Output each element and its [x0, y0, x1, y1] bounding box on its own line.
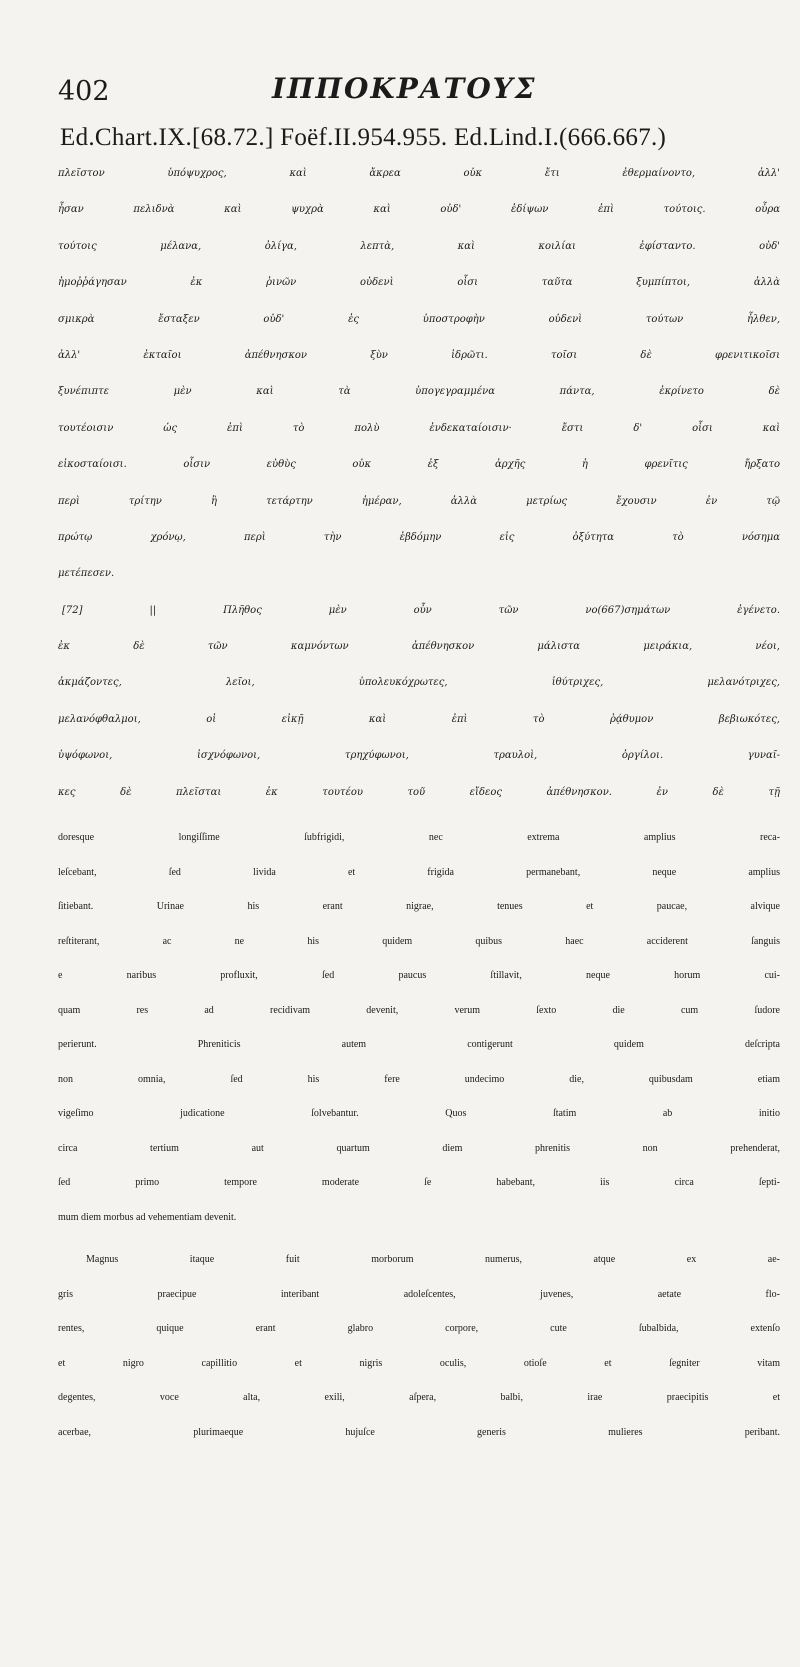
latin-line: gris praecipue interibant adoleſcentes, juvenes, aetate flo- — [58, 1288, 780, 1300]
latin-line: Magnus itaque fuit morborum numerus, atque ex ae- — [86, 1254, 780, 1266]
greek-line: σμικρὰ ἔσταξεν οὐδ' ἐς ὑποστροφὴν οὐδενὶ τούτων ἦλθεν, — [58, 313, 780, 325]
page-number: 402 — [58, 76, 110, 107]
latin-line: ſitiebant. Urinae his erant nigrae, tenues et paucae, alvique — [58, 901, 780, 913]
greek-line: περὶ τρίτην ἢ τετάρτην ἡμέραν, ἀλλὰ μετρίως ἔχουσιν ἐν τῷ — [58, 495, 780, 507]
latin-line: e naribus profluxit, ſed paucus ſtillavit, neque horum cui- — [58, 970, 780, 982]
greek-line: τούτοις μέλανα, ὀλίγα, λεπτὰ, καὶ κοιλίαι ἐφίσταντο. οὐδ' — [58, 240, 780, 252]
latin-line: et nigro capillitio et nigris oculis, otioſe et ſegniter vitam — [58, 1357, 780, 1369]
latin-line: degentes, voce alta, exili, aſpera, balbi, irae praecipitis et — [58, 1392, 780, 1404]
greek-line: εἰκοσταίοισι. οἷσιν εὐθὺς οὐκ ἐξ ἀρχῆς ἡ φρενῖτις ἤρξατο — [58, 459, 780, 471]
latin-line: vigeſimo judicatione ſolvebantur. Quos ſtatim ab initio — [58, 1108, 780, 1120]
greek-line: ἀκμάζοντες, λεῖοι, ὑπολευκόχρωτες, ἰθύτριχες, μελανότριχες, — [58, 677, 780, 689]
running-head: ΙΠΠΟΚΡΑΤΟΥΣ — [272, 72, 537, 105]
greek-text — [58, 156, 780, 811]
paragraph-gap — [58, 1235, 780, 1243]
greek-line: ἦσαν πελιδνὰ καὶ ψυχρὰ καὶ οὐδ' ἐδίψων ἐπὶ τούτοις. οὖρα — [58, 204, 780, 216]
latin-line: ſed primo tempore moderate ſe habebant, iis circa ſepti- — [58, 1177, 780, 1189]
greek-line: [72] || Πλῆθος μὲν οὖν τῶν νο(667)σημάτων ἐγένετο. — [62, 604, 780, 616]
greek-line: κες δὲ πλεῖσται ἐκ τουτέου τοῦ εἴδεος ἀπέθνησκον. ἐν δὲ τῇ — [58, 786, 780, 798]
greek-line: ἐκ δὲ τῶν καμνόντων ἀπέθνησκον μάλιστα μειράκια, νέοι, — [58, 641, 780, 653]
latin-line: rentes, quique erant glabro corpore, cute ſubalbida, extenſo — [58, 1323, 780, 1335]
latin-line: reſtiterant, ac ne his quidem quibus haec acciderent ſanguis — [58, 935, 780, 947]
latin-line: acerbae, plurimaeque hujuſce generis mulieres peribant. — [58, 1426, 780, 1438]
latin-line: mum diem morbus ad vehementiam devenit. — [58, 1211, 237, 1223]
latin-line: non omnia, ſed his fere undecimo die, quibusdam etiam — [58, 1073, 780, 1085]
book-page — [58, 70, 780, 1660]
greek-line: ἀλλ' ἑκταῖοι ἀπέθνησκον ξὺν ἱδρῶτι. τοῖσι δὲ φρενιτικοῖσι — [58, 349, 780, 361]
greek-line: μετέπεσεν. — [58, 568, 115, 580]
latin-line: quam res ad recidivam devenit, verum ſexto die cum ſudore — [58, 1004, 780, 1016]
edition-reference: Ed.Chart.IX.[68.72.] Foëf.II.954.955. Ed.Lind.I.(666.667.) — [60, 124, 667, 151]
latin-line: circa tertium aut quartum diem phrenitis non prehenderat, — [58, 1142, 780, 1154]
greek-line: ἡμοῤῥάγησαν ἐκ ῥινῶν οὐδενὶ οἷσι ταῦτα ξυμπίπτοι, ἀλλὰ — [58, 277, 780, 289]
greek-line: ξυνέπιπτε μὲν καὶ τὰ ὑπογεγραμμένα πάντα, ἐκρίνετο δὲ — [58, 386, 780, 398]
latin-line: leſcebant, ſed livida et frigida permanebant, neque amplius — [58, 866, 780, 878]
latin-line: perierunt. Phreniticis autem contigerunt quidem deſcripta — [58, 1039, 780, 1051]
greek-line: ὑψόφωνοι, ἰσχνόφωνοι, τρηχύφωνοι, τραυλοὶ, ὀργίλοι. γυναῖ- — [58, 750, 780, 762]
latin-text — [58, 821, 780, 1450]
greek-line: μελανόφθαλμοι, οἱ εἰκῇ καὶ ἐπὶ τὸ ῥᾴθυμον βεβιωκότες, — [58, 713, 780, 725]
greek-line: πρώτῳ χρόνῳ, περὶ τὴν ἑβδόμην εἰς ὀξύτητα τὸ νόσημα — [58, 531, 780, 543]
latin-line: doresque longiſſime ſubfrigidi, nec extrema amplius reca- — [58, 832, 780, 844]
greek-line: τουτέοισιν ὡς ἐπὶ τὸ πολὺ ἑνδεκαταίοισιν· ἔστι δ' οἷσι καὶ — [58, 422, 780, 434]
page-header — [58, 70, 780, 120]
greek-line: πλεῖστον ὑπόψυχρος, καὶ ἄκρεα οὐκ ἔτι ἐθερμαίνοντο, ἀλλ' — [58, 168, 780, 179]
